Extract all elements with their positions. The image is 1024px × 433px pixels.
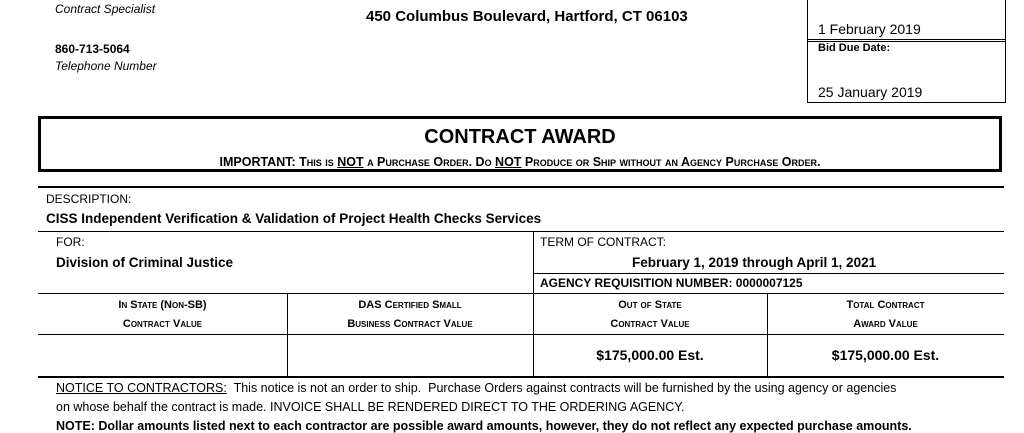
important-emphasis: NOT <box>337 155 364 169</box>
notice-text: This notice is not an order to ship. Purchase Orders against contracts will be furnished by the using agency or agencies <box>226 381 897 395</box>
value-total-award: $175,000.00 Est. <box>831 347 940 363</box>
table-top-rule <box>38 186 1004 188</box>
bid-due-value: 25 January 2019 <box>818 84 923 100</box>
note-label: NOTE: <box>56 419 95 433</box>
col-header-line: DAS Certified Small <box>358 299 462 311</box>
agency-address: 450 Columbus Boulevard, Hartford, CT 06103 <box>366 8 688 25</box>
col-header-line: Award Value <box>853 318 918 330</box>
important-prefix: IMPORTANT: <box>219 155 300 169</box>
bid-due-box <box>807 39 1006 103</box>
note-line <box>56 419 912 433</box>
phone-number: 860-713-5064 <box>55 42 130 56</box>
bid-due-label: Bid Due Date: <box>818 42 891 54</box>
col-header-line: Contract Value <box>610 318 690 330</box>
col-header-line: Total Contract <box>846 299 925 311</box>
col-header-line: Business Contract Value <box>347 318 473 330</box>
col-header-line: Contract Value <box>122 318 203 330</box>
notice-line-2: on whose behalf the contract is made. INVOICE SHALL BE RENDERED DIRECT TO THE ORDERING AGENCY. <box>56 400 685 414</box>
table-rule <box>38 293 1004 294</box>
start-date-box <box>807 0 1006 42</box>
table-rule <box>38 231 1004 232</box>
notice-label: NOTICE TO CONTRACTORS: <box>56 381 227 395</box>
important-part: This is <box>299 155 338 169</box>
description-value: CISS Independent Verification & Validation of Project Health Checks Services <box>46 211 542 226</box>
important-part: Produce or Ship without an Agency Purchase Order. <box>521 155 821 169</box>
col-header-line: Out of State <box>618 299 682 311</box>
table-bottom-rule <box>38 376 1004 378</box>
important-part: a Purchase Order. Do <box>363 155 496 169</box>
table-rule <box>38 334 1004 335</box>
col-header-das-small <box>287 296 533 334</box>
important-emphasis: NOT <box>495 155 522 169</box>
note-text: Dollar amounts listed next to each contractor are possible award amounts, however, they do not reflect any expected purchase amounts. <box>94 419 912 433</box>
term-label: TERM OF CONTRACT: <box>540 235 666 249</box>
for-label: FOR: <box>56 235 85 249</box>
contract-award-box <box>38 116 1002 172</box>
for-value: Division of Criminal Justice <box>56 255 234 270</box>
col-header-out-of-state <box>533 296 767 334</box>
table-rule <box>533 273 1004 274</box>
col-header-total <box>767 296 1004 334</box>
contract-award-title: CONTRACT AWARD <box>424 126 616 148</box>
start-date-value: 1 February 2019 <box>818 21 921 37</box>
agency-requisition-number: AGENCY REQUISITION NUMBER: 0000007125 <box>540 276 803 290</box>
important-notice <box>41 155 999 169</box>
col-header-in-state <box>38 296 287 334</box>
value-out-of-state: $175,000.00 Est. <box>596 347 704 363</box>
description-label: DESCRIPTION: <box>46 192 132 206</box>
term-value: February 1, 2019 through April 1, 2021 <box>632 255 877 270</box>
notice-line-1 <box>56 381 896 395</box>
specialist-role: Contract Specialist <box>55 2 156 16</box>
col-header-line: In State (Non-SB) <box>118 299 207 311</box>
phone-label: Telephone Number <box>55 59 157 73</box>
